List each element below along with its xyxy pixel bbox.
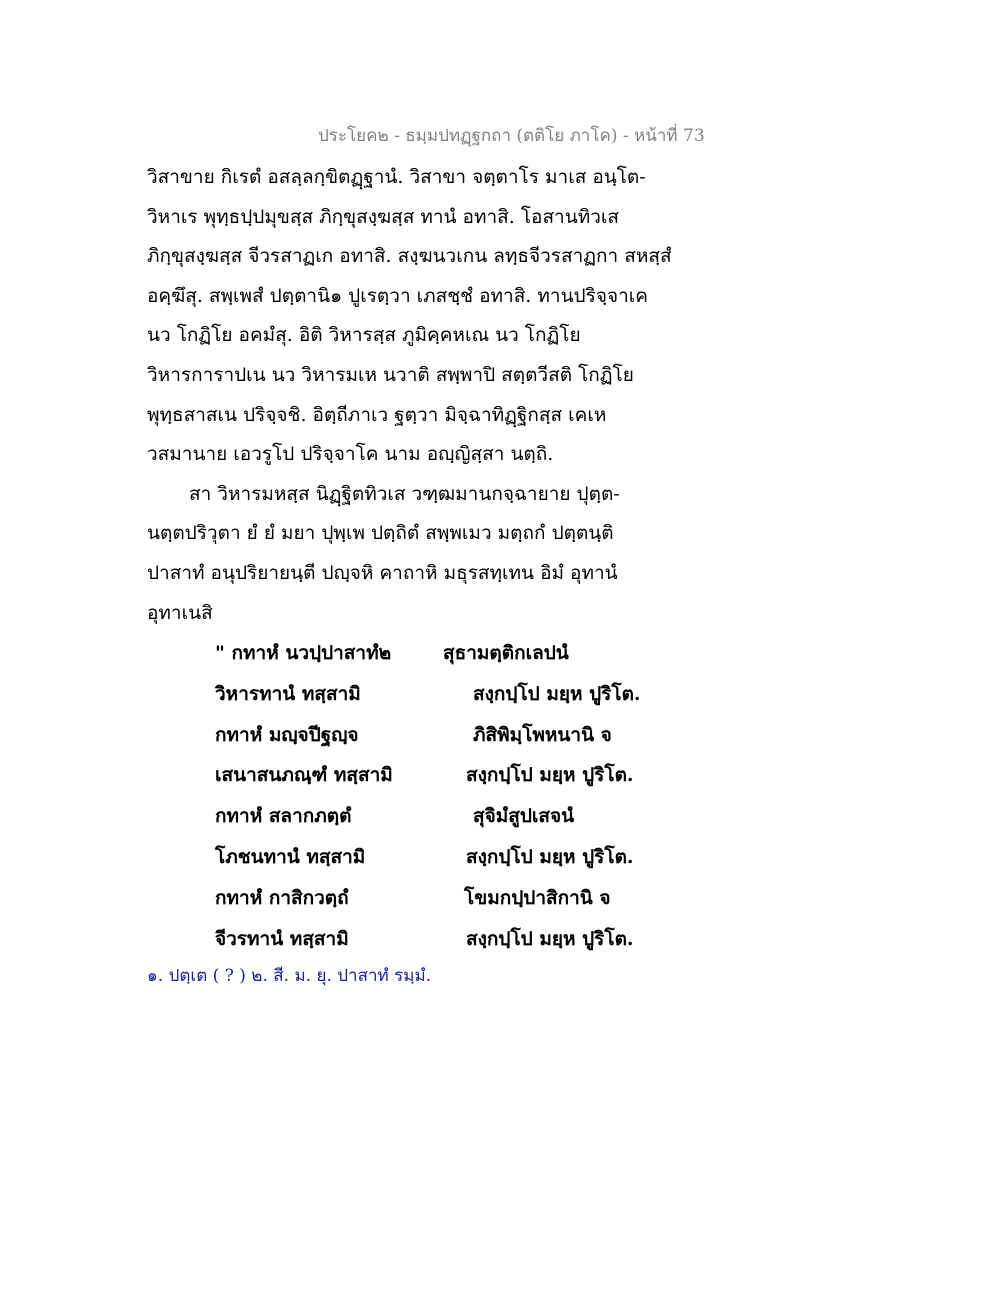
verse-right: สงฺกปฺโป มยฺห ปูริโต. (466, 845, 634, 868)
verse-right: ภิสิพิมฺโพหนานิ จ (473, 723, 612, 746)
verse-right: สงฺกปฺโป มยฺห ปูริโต. (466, 927, 634, 950)
text-line: อคฺฆึสุ. สพฺเพสํ ปตฺตานิ๑ ปูเรตฺวา เภสชฺชํ อทาสิ. ทานปริจฺจาเค (147, 284, 648, 307)
text-line: วสมานาย เอวรูโป ปริจฺจาโค นาม อญฺญิสฺสา นตฺถิ. (147, 443, 554, 466)
text-line: นว โกฏิโย อคมํสุ. อิติ วิหารสฺส ภูมิคฺคหเณ นว โกฏิโย (147, 324, 581, 347)
verse-right: สงฺกปฺโป มยฺห ปูริโต. (466, 764, 634, 787)
verse-row (215, 633, 675, 674)
verse-right: สุจิมํสูปเสจนํ (473, 805, 575, 828)
paragraph-line: ปาสาทํ อนุปริยายนฺตี ปญฺจหิ คาถาหิ มธุรสทฺเทน อิมํ อุทานํ (147, 561, 618, 584)
footnote: ๑. ปตฺเต ( ? ) ๒. สี. ม. ยุ. ปาสาทํ รมฺมํ. (147, 966, 432, 986)
text-line: พุทฺธสาสเน ปริจฺจชิ. อิตฺถีภาเว ฐตฺวา มิจฺฉาทิฏฺฐิกสฺส เคเห (147, 403, 607, 426)
verse-right: สงฺกปฺโป มยฺห ปูริโต. (473, 682, 641, 705)
text-line: วิหาเร พุทฺธปฺปมุขสฺส ภิกฺขุสงฺฆสฺส ทานํ อทาสิ. โอสานทิวเส (147, 205, 619, 228)
verse-row (215, 715, 675, 756)
paragraph-line: นตฺตปริวุตา ยํ ยํ มยา ปุพฺเพ ปตฺถิตํ สพฺพเมว มตฺถกํ ปตฺตนฺติ (147, 522, 614, 545)
text-line: ภิกฺขุสงฺฆสฺส จีวรสาฏเก อทาสิ. สงฺฆนวเกน ลทฺธจีวรสาฏกา สหสฺสํ (147, 245, 672, 268)
verse-left: กทาหํ สลากภตฺตํ (215, 805, 352, 828)
verse-left: " กทาหํ นวปฺปาสาทํ๒ (215, 642, 392, 664)
paragraph-line: อุทาเนสิ (147, 601, 213, 624)
page-header: ประโยค๒ - ธมฺมปทฏฺฐกถา (ตติโย ภาโค) - หน้าที่ 73 (318, 126, 705, 146)
verse-left: เสนาสนภณฺฑํ ทสฺสามิ (215, 764, 393, 787)
verse-row (215, 837, 675, 878)
verse-right: โขมกปฺปาสิกานิ จ (464, 886, 611, 909)
verse-row (215, 674, 675, 715)
text-line: วิสาขาย กิเรตํ อสลฺลกฺขิตฏฺฐานํ. วิสาขา จตฺตาโร มาเส อนฺโต- (147, 166, 646, 188)
paragraph-line: สา วิหารมหสฺส นิฏฺฐิตทิวเส วฑฺฒมานกจฺฉายาย ปุตฺต- (189, 482, 620, 505)
verse-left: โภชนทานํ ทสฺสามิ (215, 845, 366, 868)
verse-left: กทาหํ กาสิกวตฺถํ (215, 886, 349, 909)
verse-left: กทาหํ มญฺจปีฐญฺจ (215, 723, 359, 746)
verse-block (215, 633, 675, 959)
verse-right: สุธามตฺติกเลปนํ (443, 642, 569, 664)
text-line: วิหารการาปเน นว วิหารมเห นวาติ สพฺพาปิ สตฺตวีสติ โกฏิโย (147, 363, 634, 386)
verse-row (215, 755, 675, 796)
verse-left: วิหารทานํ ทสฺสามิ (215, 682, 361, 705)
body-text (147, 158, 707, 633)
verse-row (215, 796, 675, 837)
verse-left: จีวรทานํ ทสฺสามิ (215, 927, 349, 950)
verse-row (215, 878, 675, 919)
verse-row (215, 919, 675, 960)
